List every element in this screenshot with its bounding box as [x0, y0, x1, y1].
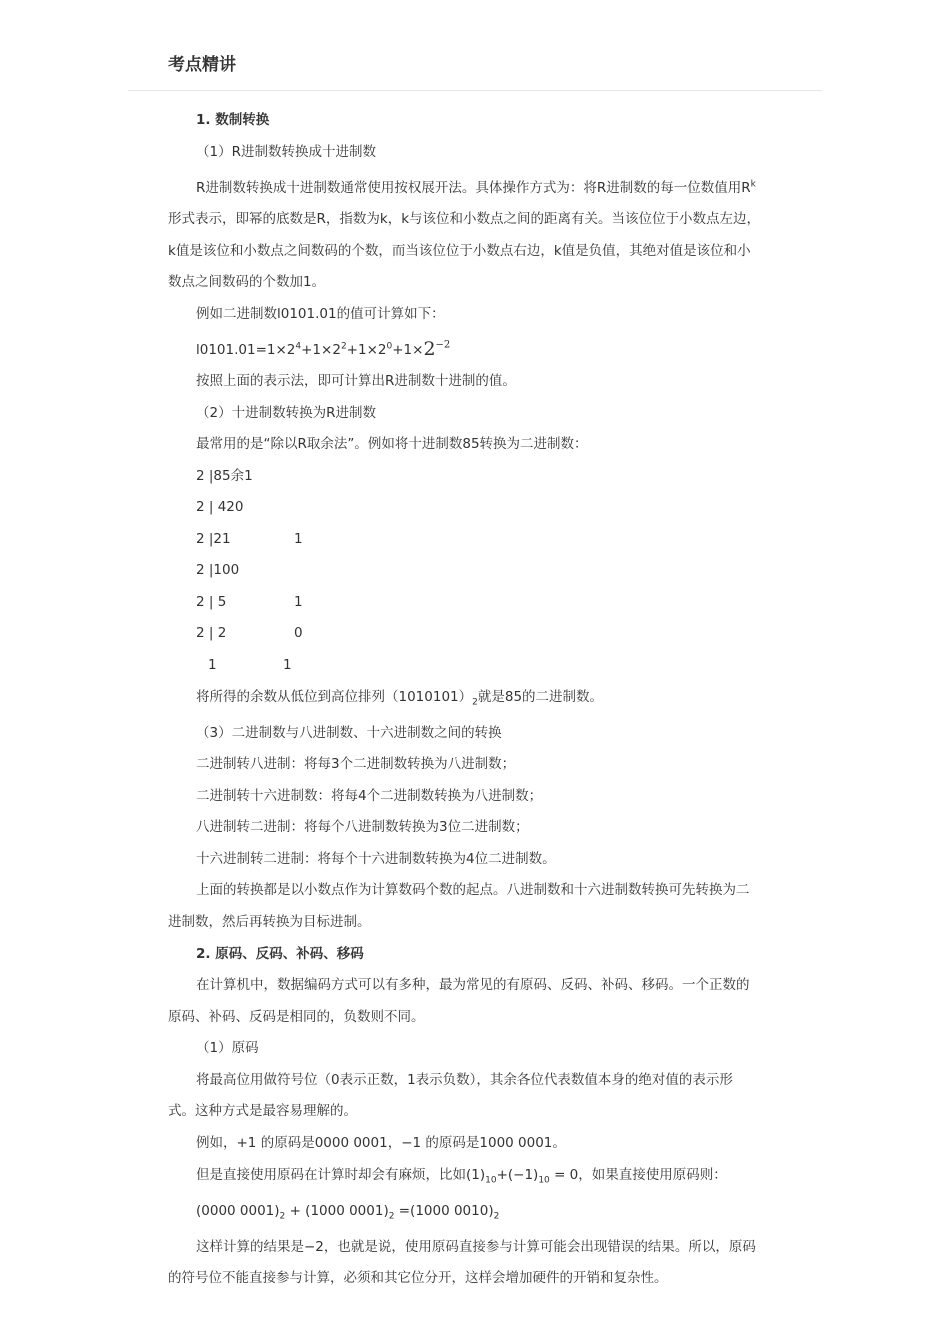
conversion-rule: 二进制转十六进制数：将每4个二进制数转换为八进制数； — [196, 788, 543, 804]
subsection-binary-octal-hex: （3）二进制数与八进制数、十六进制数之间的转换 — [196, 725, 502, 741]
paragraph-line: 数点之间数码的个数加1。 — [168, 274, 326, 290]
paragraph-line: 式。这种方式是最容易理解的。 — [168, 1103, 357, 1119]
paragraph-line: 按照上面的表示法，即可计算出R进制数十进制的值。 — [196, 373, 516, 389]
paragraph-line: 进制数，然后再转换为目标进制。 — [168, 914, 371, 930]
subsection-decimal-to-r: （2）十进制数转换为R进制数 — [196, 405, 376, 421]
section-title-number-conversion: 1. 数制转换 — [196, 112, 270, 128]
paragraph-line: 这样计算的结果是−2，也就是说，使用原码直接参与计算可能会出现错误的结果。所以，原码 — [196, 1239, 756, 1255]
paragraph-line: 的符号位不能直接参与计算，必须和其它位分开，这样会增加硬件的开销和复杂性。 — [168, 1270, 668, 1286]
division-row: 2 |21 1 — [196, 531, 303, 547]
example-intro: 例如二进制数l0101.01的值可计算如下： — [196, 306, 445, 322]
paragraph-line: 上面的转换都是以小数点作为计算数码个数的起点。八进制数和十六进制数转换可先转换为二 — [196, 882, 750, 898]
conversion-rule: 八进制转二进制：将每个八进制数转换为3位二进制数； — [196, 819, 529, 835]
example-line: 例如，+1 的原码是0000 0001，−1 的原码是1000 0001。 — [196, 1135, 566, 1151]
binary-result: 将所得的余数从低位到高位排列$(1010101)_2$就是85的二进制数。 — [196, 689, 604, 708]
page-title: 考点精讲 — [168, 55, 236, 75]
paragraph-line: 形式表示，即幂的底数是R，指数为k，k与该位和小数点之间的距离有关。当该位位于小数点左边， — [168, 211, 761, 227]
subsection-r-to-decimal: （1）R进制数转换成十进制数 — [196, 144, 376, 160]
conversion-rule: 十六进制转二进制：将每个十六进制数转换为4位二进制数。 — [196, 851, 556, 867]
paragraph-line: 最常用的是“除以R取余法”。例如将十进制数85转换为二进制数： — [196, 436, 588, 452]
division-row: 2 |100 — [196, 562, 240, 578]
division-row: 2 | 420 — [196, 499, 244, 515]
paragraph-line: R进制数转换成十进制数通常使用按权展开法。具体操作方式为：将R进制数的每一位数值用$R^k$ — [196, 179, 756, 196]
section-title-encoding: 2. 原码、反码、补码、移码 — [196, 946, 364, 962]
conversion-rule: 二进制转八进制：将每3个二进制数转换为八进制数； — [196, 756, 516, 772]
expansion-formula: $l0101.01=1\times 2^4+1\times 2^2+1\times 2^0+1\times 2^{-2}$ — [196, 338, 451, 360]
exponent-k: k — [750, 179, 756, 190]
subsection-sign-magnitude: （1）原码 — [196, 1040, 259, 1056]
paragraph-line: 原码、补码、反码是相同的，负数则不同。 — [168, 1009, 425, 1025]
division-row: 1 1 — [208, 657, 292, 673]
problem-line: 但是直接使用原码在计算时却会有麻烦，比如$(1)_{10}+(-1)_{10} = 0$，如果直接使用原码则： — [196, 1167, 727, 1186]
calculation-line: (0000 $0001)_2 + (1000$ $0001)_2 =(1000$ $0010)_2$ — [196, 1203, 500, 1222]
division-row: 2 | 5 1 — [196, 594, 303, 610]
paragraph-line: 在计算机中，数据编码方式可以有多种，最为常见的有原码、反码、补码、移码。一个正数的 — [196, 977, 750, 993]
division-row: 2 |85余1 — [196, 468, 253, 484]
header-divider — [128, 90, 822, 91]
paragraph-line: 将最高位用做符号位（0表示正数，1表示负数），其余各位代表数值本身的绝对值的表示形 — [196, 1072, 733, 1088]
paragraph-line: k值是该位和小数点之间数码的个数，而当该位位于小数点右边，k值是负值，其绝对值是该位和小 — [168, 243, 751, 259]
division-row: 2 | 2 0 — [196, 625, 303, 641]
